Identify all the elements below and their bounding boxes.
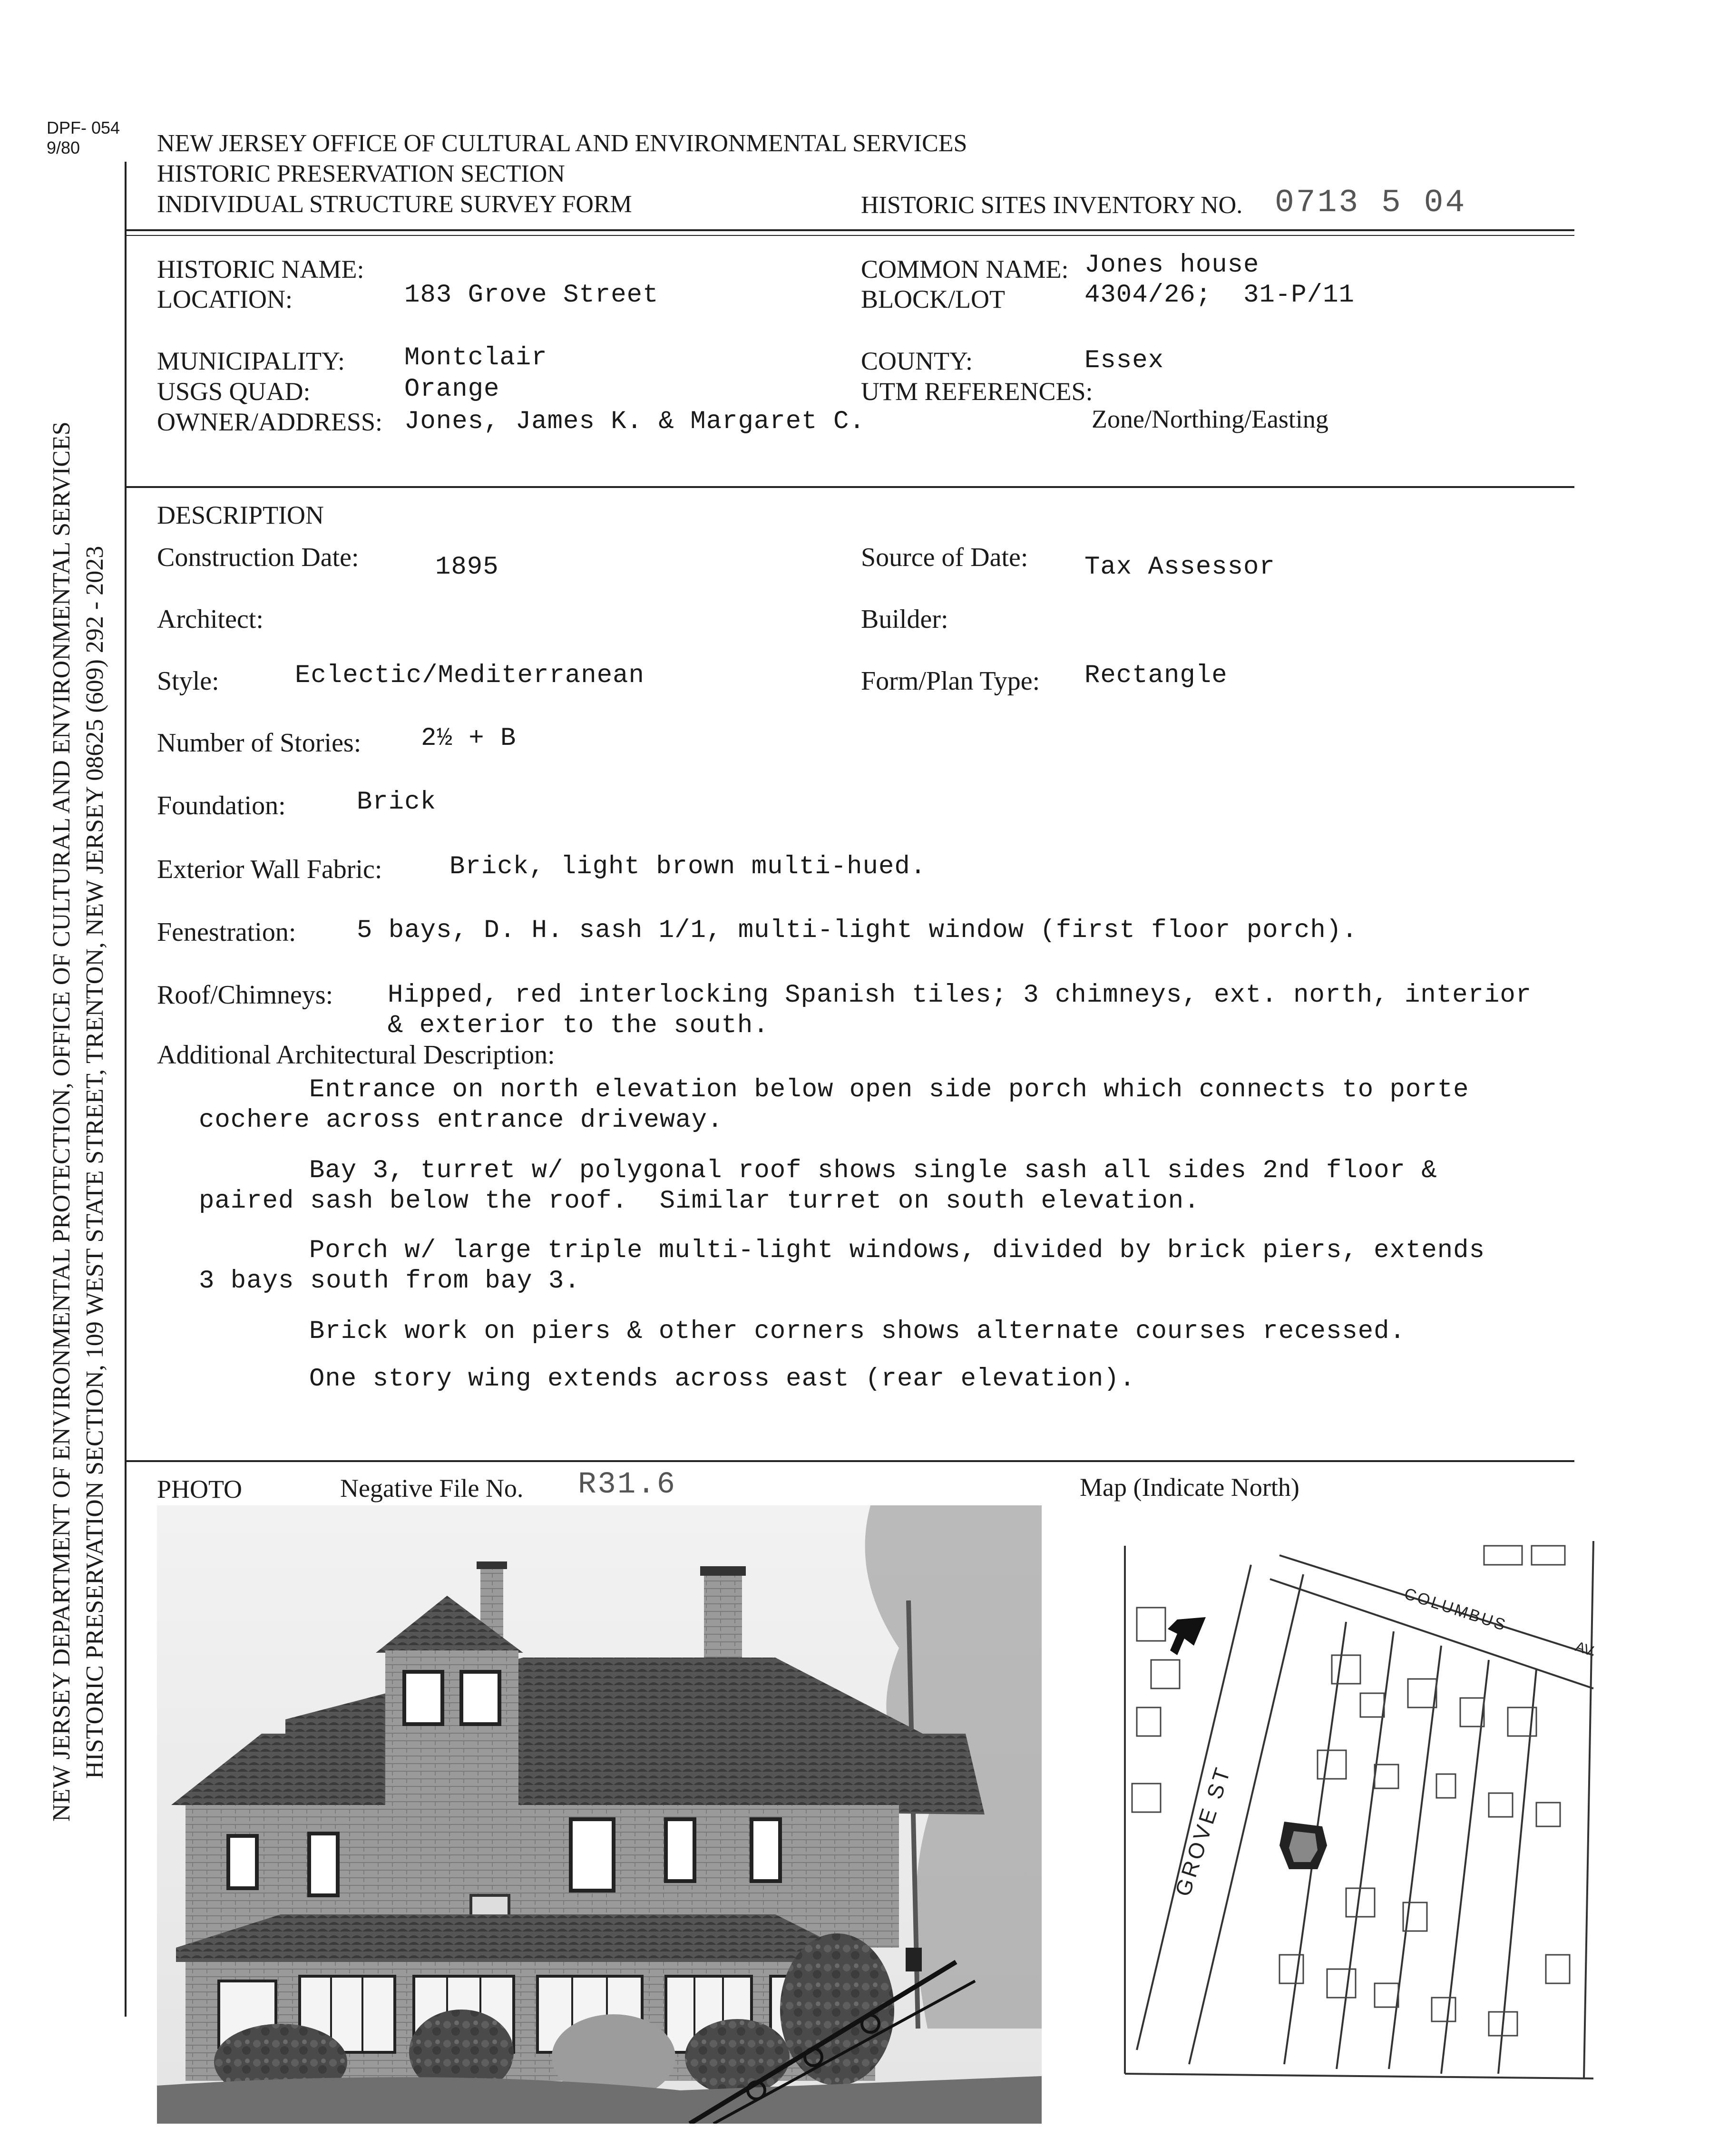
inventory-label: HISTORIC SITES INVENTORY NO. xyxy=(861,192,1243,219)
paragraph-1-line2: cochere across entrance driveway. xyxy=(199,1106,723,1135)
description-section-rule xyxy=(127,1460,1574,1462)
header-rule-2 xyxy=(125,235,1574,236)
stories-label: Number of Stories: xyxy=(157,728,361,758)
paragraph-4: Brick work on piers & other corners shows alternate courses recessed. xyxy=(309,1317,1406,1346)
source-of-date-value: Tax Assessor xyxy=(1084,553,1275,582)
usgs-quad-value: Orange xyxy=(404,375,500,404)
wall-fabric-value: Brick, light brown multi-hued. xyxy=(449,852,927,881)
owner-label: OWNER/ADDRESS: xyxy=(157,408,383,436)
county-label: COUNTY: xyxy=(861,347,973,375)
map-label: Map (Indicate North) xyxy=(1080,1473,1299,1502)
fenestration-value: 5 bays, D. H. sash 1/1, multi-light window (first floor porch). xyxy=(357,916,1358,945)
usgs-quad-label: USGS QUAD: xyxy=(157,377,311,406)
location-label: LOCATION: xyxy=(157,285,293,313)
utm-label: UTM REFERENCES: xyxy=(861,377,1093,406)
location-value: 183 Grove Street xyxy=(404,281,659,310)
builder-label: Builder: xyxy=(861,605,948,634)
id-section-rule xyxy=(127,486,1574,488)
inventory-number: 0713 5 04 xyxy=(1275,185,1467,221)
form-date: 9/80 xyxy=(47,138,80,157)
common-name-label: COMMON NAME: xyxy=(861,255,1069,283)
negative-file-label: Negative File No. xyxy=(340,1474,524,1502)
common-name-value: Jones house xyxy=(1084,251,1260,280)
wall-fabric-label: Exterior Wall Fabric: xyxy=(157,855,382,884)
sidebar-agency-line: NEW JERSEY DEPARTMENT OF ENVIRONMENTAL PROTECTION, OFFICE OF CULTURAL AND ENVIRONMENTAL SERVICES xyxy=(48,421,75,1822)
construction-date-value: 1895 xyxy=(435,553,499,582)
style-value: Eclectic/Mediterranean xyxy=(295,661,645,690)
utm-subheading: Zone/Northing/Easting xyxy=(1092,405,1328,433)
municipality-label: MUNICIPALITY: xyxy=(157,347,345,375)
form-plan-value: Rectangle xyxy=(1084,661,1228,690)
county-value: Essex xyxy=(1084,346,1164,375)
construction-date-label: Construction Date: xyxy=(157,543,359,572)
municipality-value: Montclair xyxy=(404,343,547,372)
map-street-grove: GROVE ST xyxy=(1170,1762,1236,1900)
paragraph-2-line1: Bay 3, turret w/ polygonal roof shows single sash all sides 2nd floor & xyxy=(309,1156,1437,1185)
roof-chimneys-label: Roof/Chimneys: xyxy=(157,980,333,1010)
paragraph-2-line2: paired sash below the roof. Similar turret on south elevation. xyxy=(199,1187,1200,1216)
paragraph-1-line1: Entrance on north elevation below open side porch which connects to porte xyxy=(309,1075,1469,1104)
left-border xyxy=(125,162,127,2017)
form-title: INDIVIDUAL STRUCTURE SURVEY FORM xyxy=(157,191,632,218)
paragraph-3-line1: Porch w/ large triple multi-light windows, divided by brick piers, extends xyxy=(309,1236,1485,1265)
description-heading: DESCRIPTION xyxy=(157,501,324,529)
foundation-value: Brick xyxy=(357,788,437,817)
block-lot-value: 4304/26; 31-P/11 xyxy=(1084,281,1355,310)
photo-label: PHOTO xyxy=(157,1475,243,1503)
paragraph-3-line2: 3 bays south from bay 3. xyxy=(199,1267,580,1296)
header-rule xyxy=(125,229,1574,231)
house-photo xyxy=(157,1505,1042,2124)
location-map xyxy=(1080,1536,1603,2088)
negative-file-number: R31.6 xyxy=(578,1468,677,1502)
foundation-label: Foundation: xyxy=(157,791,286,820)
fenestration-label: Fenestration: xyxy=(157,917,296,947)
architect-label: Architect: xyxy=(157,605,264,634)
map-street-av: AV xyxy=(1573,1639,1595,1659)
historic-name-label: HISTORIC NAME: xyxy=(157,255,364,283)
sidebar-address-line: HISTORIC PRESERVATION SECTION, 109 WEST STATE STREET, TRENTON, NEW JERSEY 08625 (609) 292 - 2023 xyxy=(81,546,108,1779)
roof-chimneys-line1: Hipped, red interlocking Spanish tiles; 3 chimneys, ext. north, interior xyxy=(388,981,1532,1010)
agency-title: NEW JERSEY OFFICE OF CULTURAL AND ENVIRONMENTAL SERVICES xyxy=(157,130,967,157)
source-of-date-label: Source of Date: xyxy=(861,543,1028,572)
section-title: HISTORIC PRESERVATION SECTION xyxy=(157,160,565,187)
form-code: DPF- 054 xyxy=(47,118,120,137)
style-label: Style: xyxy=(157,666,219,696)
stories-value: 2½ + B xyxy=(421,724,517,753)
paragraph-5: One story wing extends across east (rear elevation). xyxy=(309,1365,1136,1394)
block-lot-label: BLOCK/LOT xyxy=(861,285,1005,313)
owner-value: Jones, James K. & Margaret C. xyxy=(404,407,865,436)
map-street-columbus: COLUMBUS xyxy=(1402,1584,1509,1635)
additional-description-label: Additional Architectural Description: xyxy=(157,1040,555,1070)
roof-chimneys-line2: & exterior to the south. xyxy=(388,1011,769,1040)
form-plan-label: Form/Plan Type: xyxy=(861,666,1040,696)
